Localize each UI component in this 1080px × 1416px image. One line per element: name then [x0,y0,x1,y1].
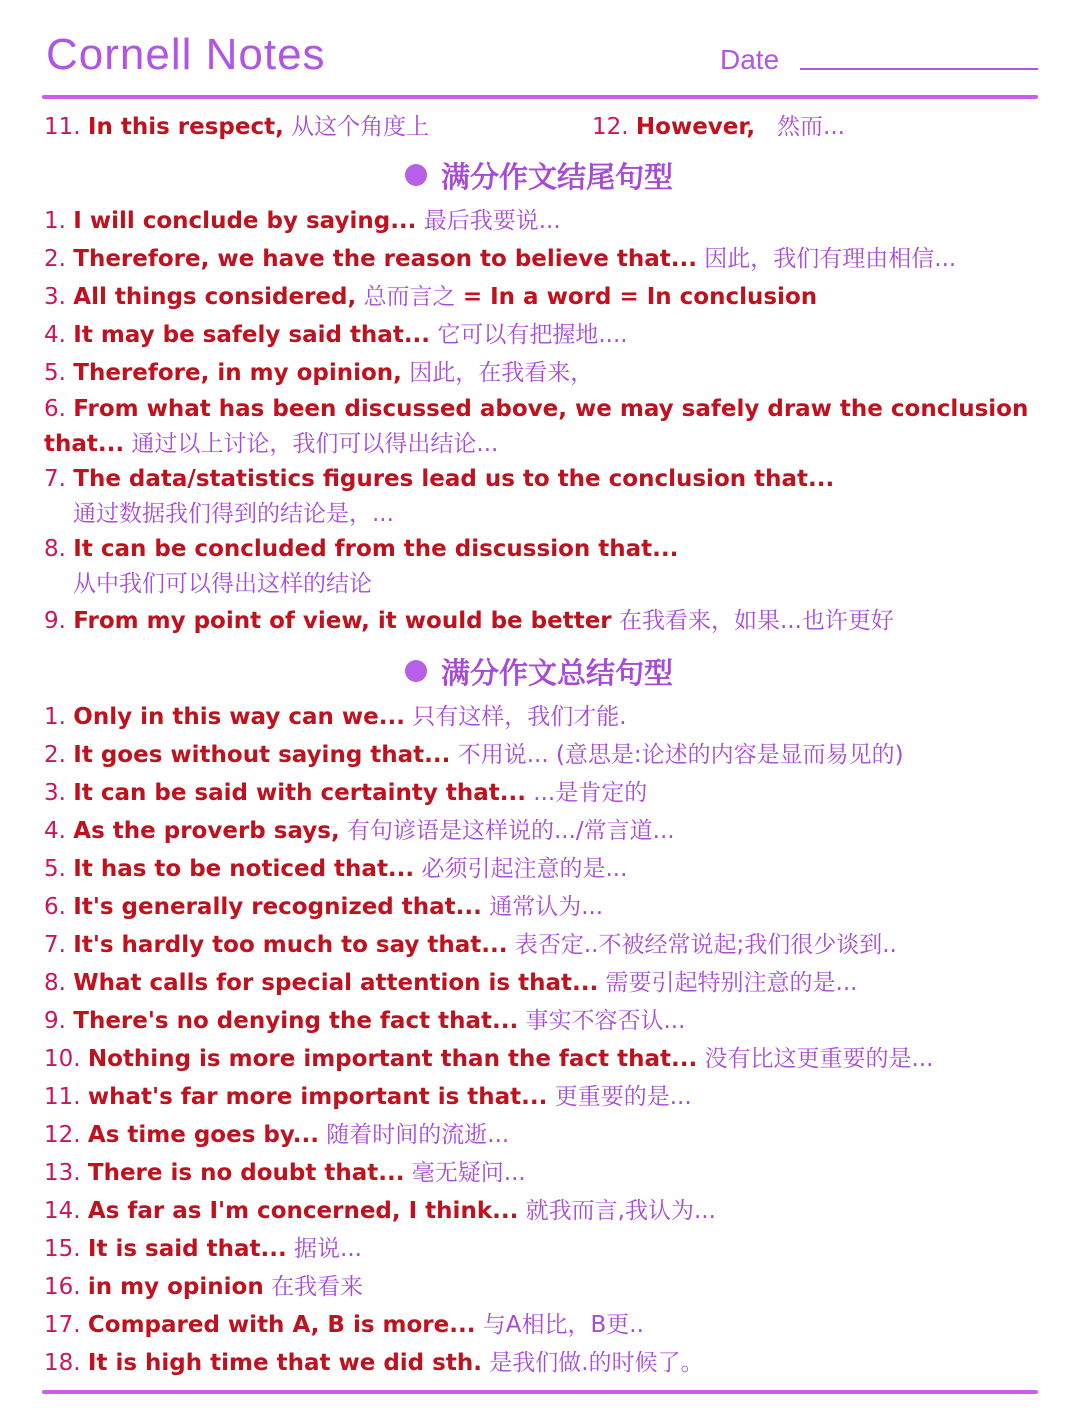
item-chinese: 它可以有把握地.... [437,322,628,348]
list-item [44,1154,1034,1192]
list-item [44,392,1034,462]
list-item [44,1268,1034,1306]
item-english: There's no denying the fact that... [73,1008,519,1034]
item-english: All things considered, [73,284,357,310]
list-item [44,1078,1034,1116]
item-number: 4. [44,818,66,844]
page-header [0,0,1080,100]
date-field[interactable] [800,68,1038,70]
item-number: 6. [44,894,66,920]
continued-row [44,108,1034,148]
list-item [44,114,429,140]
list-item [44,602,1034,640]
item-number: 1. [44,208,66,234]
item-number: 17. [44,1312,81,1338]
item-chinese: 最后我要说... [423,208,561,234]
item-chinese: 在我看来 [271,1274,364,1300]
item-number: 18. [44,1350,81,1376]
item-chinese: 通过数据我们得到的结论是，... [73,501,394,527]
item-chinese: 毫无疑问... [411,1160,526,1186]
item-number: 4. [44,322,66,348]
bullet-dot-icon [405,660,427,682]
item-english: From what has been discussed above, we may safely draw the conclusion that... [44,396,1029,457]
item-chinese: 是我们做.的时候了。 [489,1350,704,1376]
item-english: Nothing is more important than the fact that... [87,1046,698,1072]
list-item [44,774,1034,812]
item-chinese: 据说... [294,1236,362,1262]
item-number: 8. [44,536,66,562]
item-number: 10. [44,1046,81,1072]
item-english: I will conclude by saying... [73,208,417,234]
item-chinese: 事实不容否认... [525,1008,686,1034]
item-number: 3. [44,284,66,310]
item-number: 5. [44,360,66,386]
list-item [44,1116,1034,1154]
item-chinese: 必须引起注意的是... [421,856,628,882]
item-english: It's hardly too much to say that... [73,932,508,958]
section-title: 满分作文结尾句型 [440,159,673,194]
item-english: It is high time that we did sth. [87,1350,482,1376]
item-english: Compared with A, B is more... [87,1312,476,1338]
item-number: 9. [44,1008,66,1034]
item-english: It can be said with certainty that... [73,780,526,806]
list-item [44,240,1034,278]
bottom-divider [42,1390,1038,1394]
item-english: As far as I'm concerned, I think... [87,1198,519,1224]
list-item [592,108,845,146]
list-item [44,926,1034,964]
item-chinese: 只有这样，我们才能. [412,704,627,730]
list-item [44,964,1034,1002]
list-item [44,1040,1034,1078]
list-item [44,278,1034,316]
item-chinese: 总而言之 [363,284,456,310]
notes-content [44,108,1034,1382]
item-english: From my point of view, it would be better [73,608,612,634]
item-english: What calls for special attention is that... [73,970,599,996]
item-chinese: 不用说... (意思是:论述的内容是显而易见的) [457,742,904,768]
bullet-dot-icon [405,164,427,186]
item-number: 2. [44,742,66,768]
list-item [44,1344,1034,1382]
item-chinese: 就我而言,我认为... [525,1198,716,1224]
section-title: 满分作文总结句型 [440,655,673,690]
list-item [44,698,1034,736]
item-chinese: ...是肯定的 [533,780,648,806]
list-item [44,202,1034,240]
item-english: Therefore, in my opinion, [73,360,402,386]
list-item [44,532,1034,602]
list-item [44,736,1034,774]
section-heading-conclusion [44,148,1034,202]
list-item [44,812,1034,850]
list-item [44,1192,1034,1230]
item-english: As the proverb says, [73,818,340,844]
item-chinese: 然而... [777,114,845,140]
item-number: 1. [44,704,66,730]
item-number: 2. [44,246,66,272]
item-english: It's generally recognized that... [73,894,482,920]
item-number: 8. [44,970,66,996]
page-title: Cornell Notes [46,30,326,79]
item-chinese: 有句谚语是这样说的.../常言道... [347,818,675,844]
item-chinese: 需要引起特别注意的是... [605,970,858,996]
item-chinese: 没有比这更重要的是... [704,1046,934,1072]
item-english: Only in this way can we... [73,704,405,730]
list-item [44,888,1034,926]
item-number: 9. [44,608,66,634]
item-number: 14. [44,1198,81,1224]
list-item [44,462,1034,532]
item-english: It is said that... [87,1236,287,1262]
date-label: Date [720,44,780,75]
item-number: 7. [44,466,66,492]
item-english: It can be concluded from the discussion that... [73,536,679,562]
item-number: 11. [44,1084,81,1110]
item-chinese: 随着时间的流逝... [326,1122,510,1148]
list-item [44,354,1034,392]
item-english: The data/statistics figures lead us to the conclusion that... [73,466,835,492]
item-english: As time goes by... [87,1122,319,1148]
item-english: However, [635,114,756,140]
item-number: 6. [44,396,66,422]
item-english: It goes without saying that... [73,742,451,768]
item-number: 7. [44,932,66,958]
item-chinese: 与A相比，B更.. [482,1312,644,1338]
item-english: in my opinion [87,1274,264,1300]
item-number: 16. [44,1274,81,1300]
item-english: In this respect, [87,114,284,140]
item-chinese: 表否定..不被经常说起;我们很少谈到.. [514,932,897,958]
item-number: 12. [44,1122,81,1148]
item-number: 12. [592,114,629,140]
item-chinese: 通过以上讨论，我们可以得出结论... [131,431,499,457]
item-chinese: 因此，在我看来， [409,360,594,386]
item-number: 15. [44,1236,81,1262]
item-english: Therefore, we have the reason to believe that... [73,246,697,272]
top-divider [42,95,1038,99]
item-english: There is no doubt that... [87,1160,405,1186]
list-item [44,316,1034,354]
item-english: what's far more important is that... [87,1084,548,1110]
list-item [44,1230,1034,1268]
item-chinese: 更重要的是... [554,1084,692,1110]
item-english: It has to be noticed that... [73,856,415,882]
section-heading-summary [44,644,1034,698]
item-chinese: 在我看来，如果...也许更好 [618,608,894,634]
list-item [44,850,1034,888]
item-number: 13. [44,1160,81,1186]
item-number: 11. [44,114,81,140]
item-number: 5. [44,856,66,882]
list-item [44,1306,1034,1344]
item-english-equivalents: = In a word = In conclusion [462,284,818,310]
item-chinese: 因此，我们有理由相信... [704,246,957,272]
item-chinese: 从这个角度上 [291,114,430,140]
item-chinese: 从中我们可以得出这样的结论 [73,571,372,597]
item-chinese: 通常认为... [489,894,604,920]
list-item [44,1002,1034,1040]
item-english: It may be safely said that... [73,322,431,348]
item-number: 3. [44,780,66,806]
